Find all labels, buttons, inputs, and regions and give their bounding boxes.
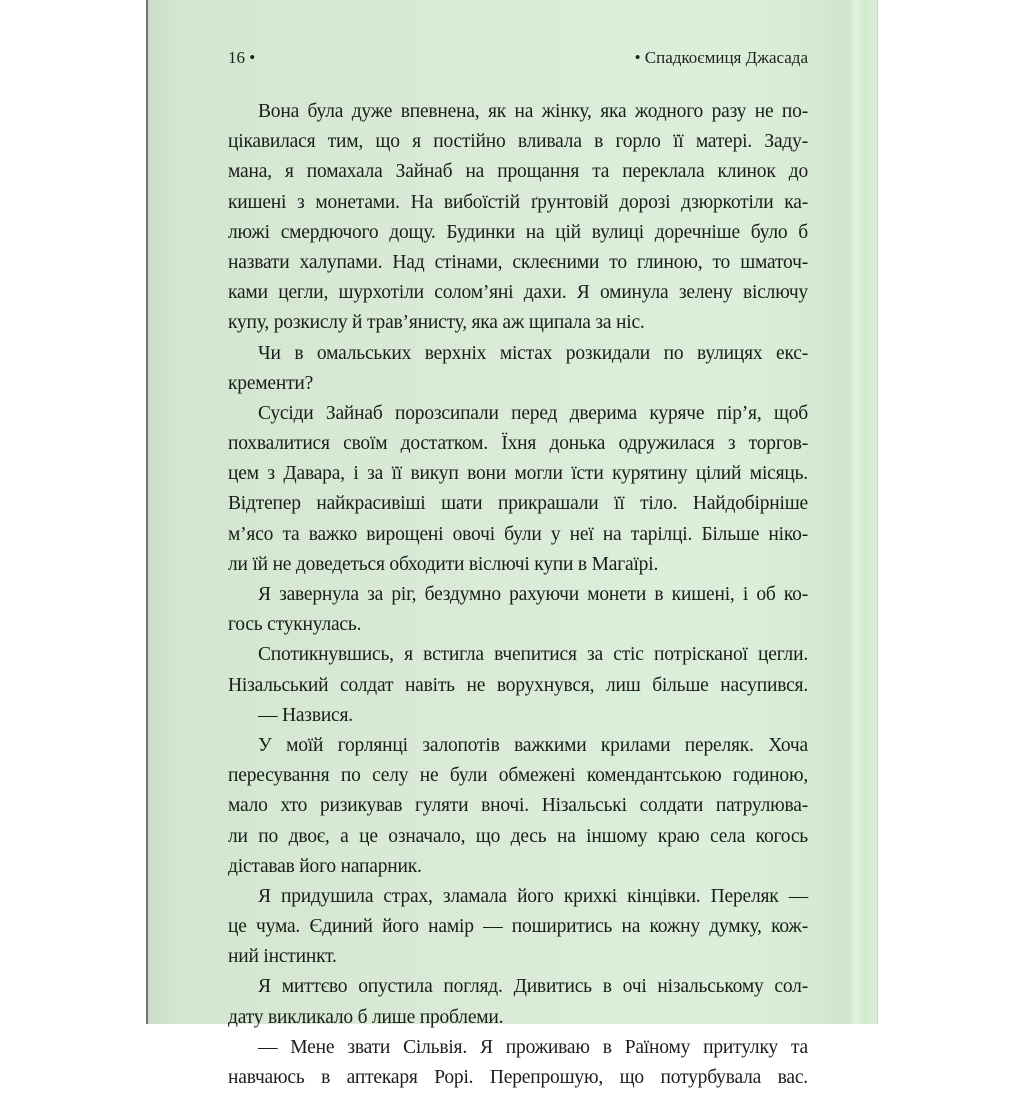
book-title: • Спадкоємиця Джасада <box>634 48 808 67</box>
text-line: — Назвися. <box>258 704 353 726</box>
text-line: Нізальський солдат навіть не ворухнувся, лиш більше насупився. <box>228 674 808 696</box>
text-line: ками цегли, шурхотіли солом’яні дахи. Я оминула зелену віслючу <box>228 282 808 304</box>
text-line: ли по двоє, а це означало, що десь на іншому краю села когось <box>228 825 808 847</box>
text-line: мало хто ризикував гуляти вночі. Нізальські солдати патрулюва- <box>228 795 808 817</box>
text-line: ли їй не доведеться обходити віслючі купи в Магаїрі. <box>228 553 659 575</box>
running-head <box>228 48 808 72</box>
text-line: — Мене звати Сільвія. Я проживаю в Раїному притулку та <box>258 1036 808 1058</box>
text-line: купу, розкислу й трав’янисту, яка аж щипала за ніс. <box>228 312 645 334</box>
text-line: Відтепер найкрасивіші шати прикрашали її тіло. Найдобірніше <box>228 493 808 515</box>
text-line: пересування по селу не були обмежені комендантською годиною, <box>228 765 808 787</box>
text-line: назвати халупами. Над стінами, склеєними то глиною, то шматоч- <box>228 251 808 273</box>
text-line: Я придушила страх, зламала його крихкі кінцівки. Переляк — <box>258 885 808 907</box>
text-line: м’ясо та важко вирощені овочі були у неї на тарілці. Більше ніко- <box>228 523 808 545</box>
text-line: похвалитися своїм достатком. Їхня донька одружилася з торгов- <box>228 433 808 455</box>
page-number: 16 • <box>228 48 256 67</box>
text-line: кременти? <box>228 372 314 394</box>
text-line: цікавилася тим, що я постійно вливала в горло її матері. Заду- <box>228 131 808 153</box>
text-line: мана, я помахала Зайнаб на прощання та переклала клинок до <box>228 161 808 183</box>
text-line: діставав його напарник. <box>228 855 422 877</box>
text-line: Я миттєво опустила погляд. Дивитись в очі нізальському сол- <box>258 976 808 998</box>
text-line: цем з Давара, і за її викуп вони могли їсти курятину цілий місяць. <box>228 463 808 485</box>
text-line: Сусіди Зайнаб порозсипали перед дверима куряче пір’я, щоб <box>258 402 808 424</box>
body-text <box>228 97 808 1093</box>
text-line: Спотикнувшись, я встигла вчепитися за стіс потрісканої цегли. <box>258 644 808 666</box>
text-line: Чи в омальських верхніх містах розкидали по вулицях екс- <box>258 342 808 364</box>
text-line: У моїй горлянці залопотів важкими крилами переляк. Хоча <box>258 734 808 756</box>
text-line: гось стукнулась. <box>228 614 362 636</box>
text-line: кишені з монетами. На вибоїстій ґрунтовій дорозі дзюркотіли ка- <box>228 191 808 213</box>
text-line: це чума. Єдиний його намір — поширитись на кожну думку, кож- <box>228 916 808 938</box>
text-line: ний інстинкт. <box>228 946 337 968</box>
text-line: дату викликало б лише проблеми. <box>228 1006 504 1028</box>
text-line: навчаюсь в аптекаря Рорі. Перепрошую, що потурбувала вас. <box>228 1067 808 1088</box>
text-line: Я завернула за ріг, бездумно рахуючи монети в кишені, і об ко- <box>258 584 808 605</box>
text-line: Вона була дуже впевнена, як на жінку, яка жодного разу не по- <box>258 101 808 122</box>
book-page <box>146 0 878 1088</box>
text-line: люжі смердючого дощу. Будинки на цій вулиці доречніше було б <box>228 221 808 243</box>
